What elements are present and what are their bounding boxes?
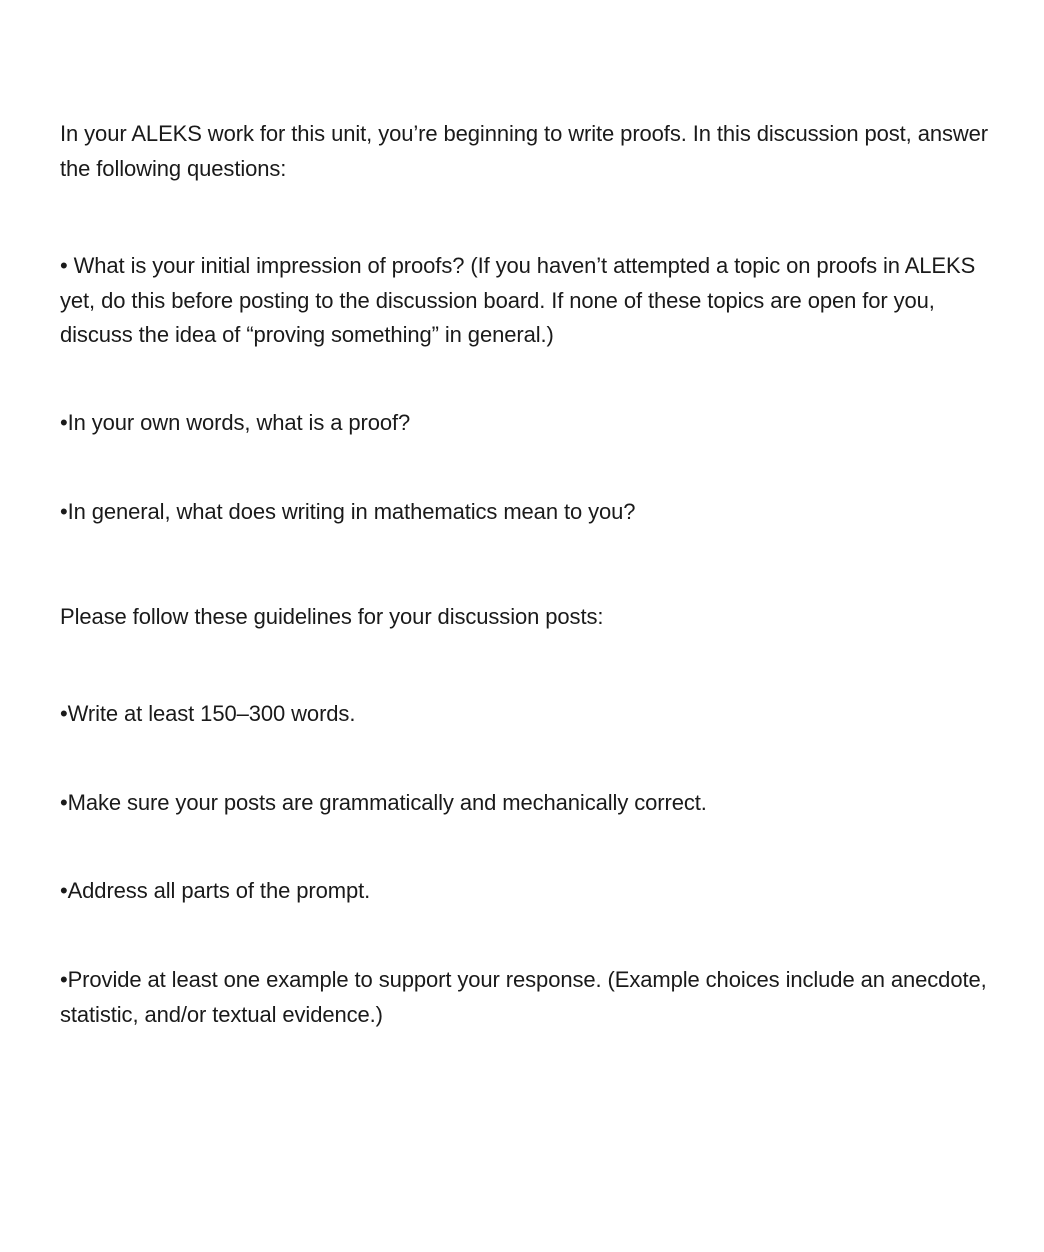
question-initial-impression: • What is your initial impression of proofs? (If you haven’t attempted a topic on proofs in ALEKS yet, do this before posting to the discussion board. If none of these topics are open for you, discuss the idea of “proving something” in general.) [60, 253, 976, 347]
intro-paragraph: In your ALEKS work for this unit, you’re beginning to write proofs. In this discussion post, answer the following questions: [60, 121, 989, 181]
guideline-grammar: •Make sure your posts are grammatically and mechanically correct. [60, 790, 707, 815]
guideline-word-count: •Write at least 150–300 words. [60, 701, 356, 726]
guidelines-heading: Please follow these guidelines for your discussion posts: [60, 604, 604, 629]
question-what-is-proof: •In your own words, what is a proof? [60, 410, 411, 435]
question-writing-in-math: •In general, what does writing in mathematics mean to you? [60, 499, 636, 524]
guideline-provide-example: •Provide at least one example to support your response. (Example choices include an anecdote, statistic, and/or textual evidence.) [60, 967, 987, 1027]
guideline-address-prompt: •Address all parts of the prompt. [60, 878, 371, 903]
